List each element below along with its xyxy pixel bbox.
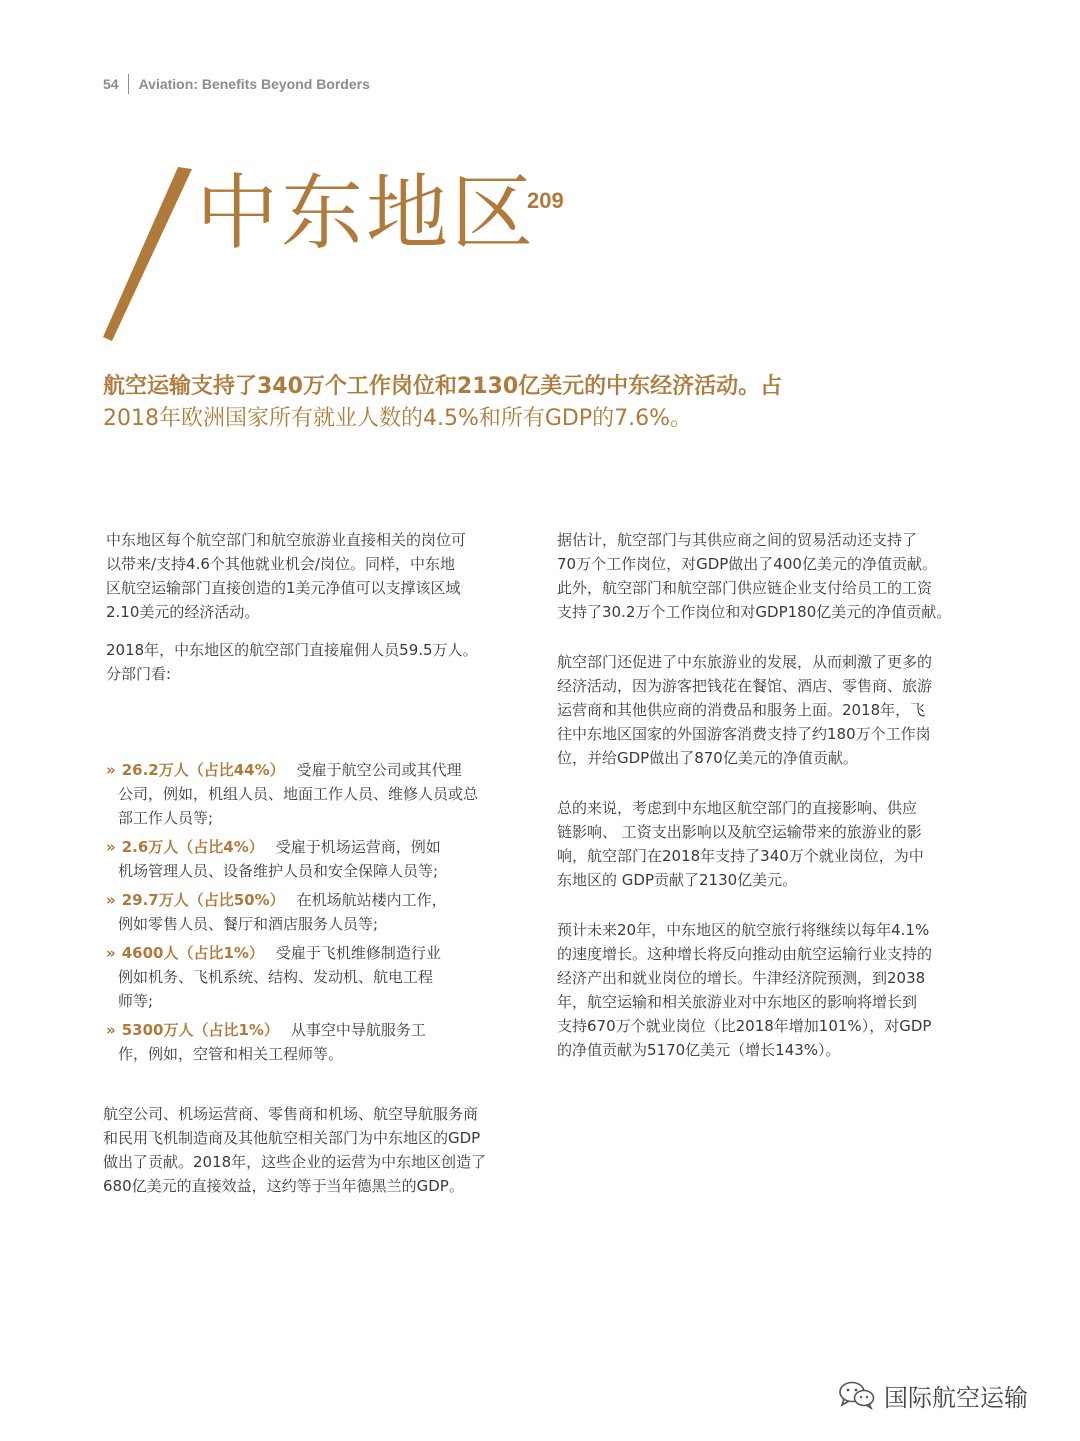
employment-breakdown-list [106,758,536,1071]
bullet-highlight: 26.2万人（占比44%） [121,761,285,779]
lead-summary [103,371,923,435]
text-line: 区航空运输部门直接创造的1美元净值可以支撑该区域 [106,579,461,597]
bullet-text: 在机场航站楼内工作， [296,891,447,909]
wechat-watermark [838,1378,1028,1412]
text-line: 链影响、 工资支出影响以及航空运输带来的旅游业的影 [557,823,922,841]
text-line: 往中东地区国家的外国游客消费支持了约180万个工作岗 [557,725,931,743]
text-line: 经济活动，因为游客把钱花在餐馆、酒店、零售商、旅游 [557,677,933,695]
right-paragraph-2 [557,650,977,770]
text-line: 和民用飞机制造商及其他航空相关部门为中东地区的GDP [103,1129,481,1147]
text-line: 响，航空部门在2018年支持了340万个就业岗位，为中 [557,847,924,865]
bullet-highlight: 29.7万人（占比50%） [121,891,285,909]
text-line: 航空公司、机场运营商、零售商和机场、航空导航服务商 [103,1105,479,1123]
text-line: 位，并给GDP做出了870亿美元的净值贡献。 [557,749,858,767]
bullet-marker: » [106,944,116,962]
bullet-text: 从事空中导航服务工 [290,1021,426,1039]
bullet-text: 受雇于飞机维修制造行业 [275,944,441,962]
list-item [106,1018,536,1066]
bullet-text: 例如零售人员、餐厅和酒店服务人员等; [118,915,379,933]
bullet-marker: » [106,761,116,779]
right-paragraph-1 [557,528,977,624]
text-line: 据估计，航空部门与其供应商之间的贸易活动还支持了 [557,531,918,549]
bullet-marker: » [106,838,116,856]
text-line: 做出了贡献。2018年，这些企业的运营为中东地区创造了 [103,1153,487,1171]
bullet-marker: » [106,1021,116,1039]
text-line: 支持了30.2万个工作岗位和对GDP180亿美元的净值贡献。 [557,603,952,621]
bullet-highlight: 5300万人（占比1%） [121,1021,279,1039]
bullet-text: 例如机务、飞机系统、结构、发动机、航电工程 [118,968,434,986]
bullet-text: 受雇于航空公司或其代理 [296,761,462,779]
text-line: 以带来/支持4.6个其他就业机会/岗位。同样，中东地 [106,555,455,573]
text-line: 年，航空运输和相关旅游业对中东地区的影响将增长到 [557,993,918,1011]
list-item [106,941,536,1013]
bullet-text: 机场管理人员、设备维护人员和安全保障人员等; [118,862,439,880]
list-item [106,888,536,936]
text-line: 运营商和其他供应商的消费品和服务上面。2018年，飞 [557,701,926,719]
text-line: 分部门看: [106,665,172,683]
right-paragraph-3 [557,796,977,892]
decorative-slash [100,165,196,345]
right-column [557,528,977,1088]
text-line: 经济产出和就业岗位的增长。牛津经济院预测，到2038 [557,969,926,987]
bullet-highlight: 2.6万人（占比4%） [121,838,264,856]
text-line: 70万个工作岗位，对GDP做出了400亿美元的净值贡献。 [557,555,937,573]
lead-line-2: 2018年欧洲国家所有就业人数的4.5%和所有GDP的7.6%。 [103,406,693,431]
left-column [106,528,526,700]
text-line: 的净值贡献为5170亿美元（增长143%）。 [557,1041,841,1059]
section-title: 中东地区 [196,166,537,261]
right-paragraph-4 [557,918,977,1062]
page-header [103,73,370,95]
bullet-text: 受雇于机场运营商，例如 [275,838,441,856]
text-line: 2.10美元的经济活动。 [106,603,260,621]
bullet-text: 作，例如，空管和相关工程师等。 [118,1045,344,1063]
text-line: 预计未来20年，中东地区的航空旅行将继续以每年4.1% [557,921,930,939]
document-title: Aviation: Benefits Beyond Borders [138,76,370,92]
bullet-text: 部工作人员等; [118,809,214,827]
text-line: 2018年，中东地区的航空部门直接雇佣人员59.5万人。 [106,641,478,659]
list-item [106,835,536,883]
watermark-text: 国际航空运输 [884,1383,1028,1412]
bullet-text: 师等; [118,992,154,1010]
text-line: 东地区的 GDP贡献了2130亿美元。 [557,871,798,889]
text-line: 航空部门还促进了中东旅游业的发展，从而刺激了更多的 [557,653,933,671]
text-line: 总的来说，考虑到中东地区航空部门的直接影响、供应 [557,799,918,817]
list-item [106,758,536,830]
left-paragraph-2 [106,638,526,686]
page-number: 54 [103,76,119,92]
text-line: 支持670万个就业岗位（比2018年增加101%），对GDP [557,1017,932,1035]
bullet-marker: » [106,891,116,909]
title-footnote-ref: 209 [527,188,564,213]
header-divider [128,74,129,94]
left-bottom-paragraph [103,1102,533,1198]
left-paragraph-1 [106,528,526,624]
wechat-icon [838,1380,876,1410]
text-line: 680亿美元的直接效益，这约等于当年德黑兰的GDP。 [103,1177,464,1195]
lead-line-1: 航空运输支持了340万个工作岗位和2130亿美元的中东经济活动。占 [103,374,783,399]
text-line: 中东地区每个航空部门和航空旅游业直接相关的岗位可 [106,531,467,549]
bullet-highlight: 4600人（占比1%） [121,944,264,962]
text-line: 此外，航空部门和航空部门供应链企业支付给员工的工资 [557,579,933,597]
text-line: 的速度增长。这种增长将反向推动由航空运输行业支持的 [557,945,933,963]
bullet-text: 公司，例如，机组人员、地面工作人员、维修人员或总 [118,785,479,803]
